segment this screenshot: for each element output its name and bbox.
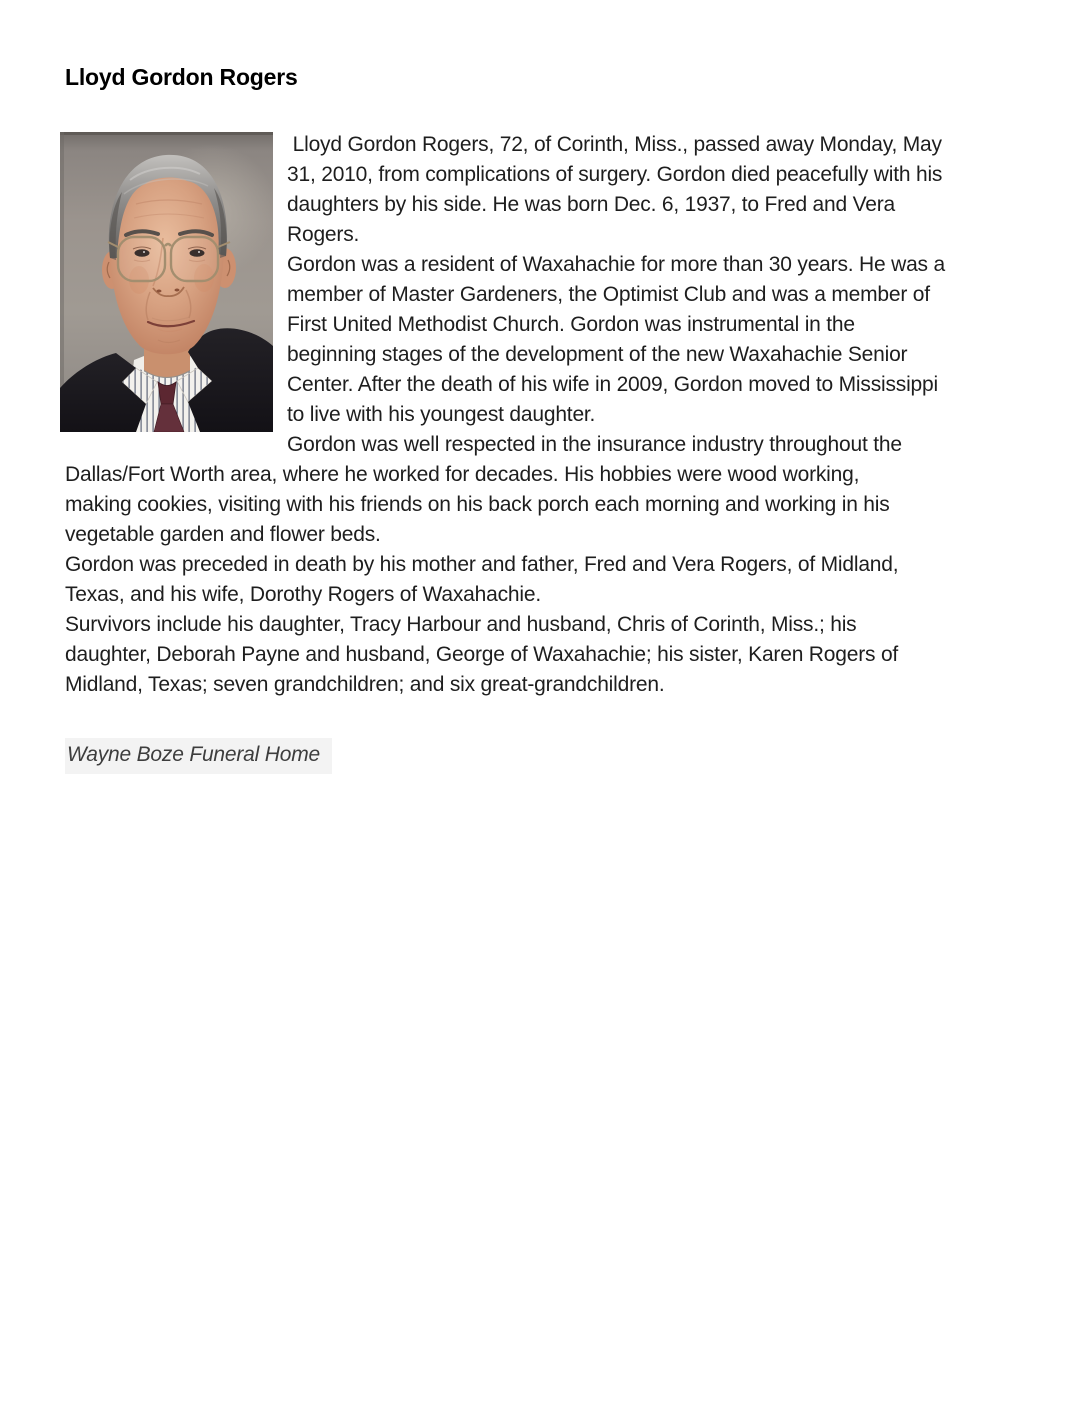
portrait-photo bbox=[60, 132, 273, 432]
obituary-paragraph-4: Gordon was preceded in death by his mother and father, Fred and Vera Rogers, of Midland, Texas, and his wife, Dorothy Rogers of Waxahachie. bbox=[65, 553, 899, 606]
funeral-home-name: Wayne Boze Funeral Home bbox=[65, 738, 332, 774]
obituary-paragraph-2: Gordon was a resident of Waxahachie for more than 30 years. He was a member of Master Gardeners, the Optimist Club and was a member of First United Methodist Church. Gordon was instrumental in the beginning stages of the development of the new Waxahachie Senior Center. After the death of his wife in 2009, Gordon moved to Mississippi to live with his youngest daughter. bbox=[287, 253, 945, 426]
obituary-paragraph-3: Gordon was well respected in the insurance industry throughout the Dallas/Fort Worth area, where he worked for decades. His hobbies were wood working, making cookies, visiting with his friends on his back porch each morning and working in his vegetable garden and flower beds. bbox=[65, 433, 902, 546]
funeral-home-signature bbox=[65, 738, 1028, 774]
obituary-paragraph-5: Survivors include his daughter, Tracy Harbour and husband, Chris of Corinth, Miss.; his daughter, Deborah Payne and husband, George of Waxahachie; his sister, Karen Rogers of Midland, Texas; seven grandchildren; and six great-grandchildren. bbox=[65, 613, 899, 696]
obituary-body bbox=[65, 130, 1028, 774]
obituary-paragraph-1: Lloyd Gordon Rogers, 72, of Corinth, Miss., passed away Monday, May 31, 2010, from complications of surgery. Gordon died peacefully with his daughters by his side. He was born Dec. 6, 1937, to Fred and Vera Rogers. bbox=[287, 133, 943, 246]
obituary-title: Lloyd Gordon Rogers bbox=[65, 64, 298, 90]
portrait-illustration bbox=[60, 132, 273, 432]
